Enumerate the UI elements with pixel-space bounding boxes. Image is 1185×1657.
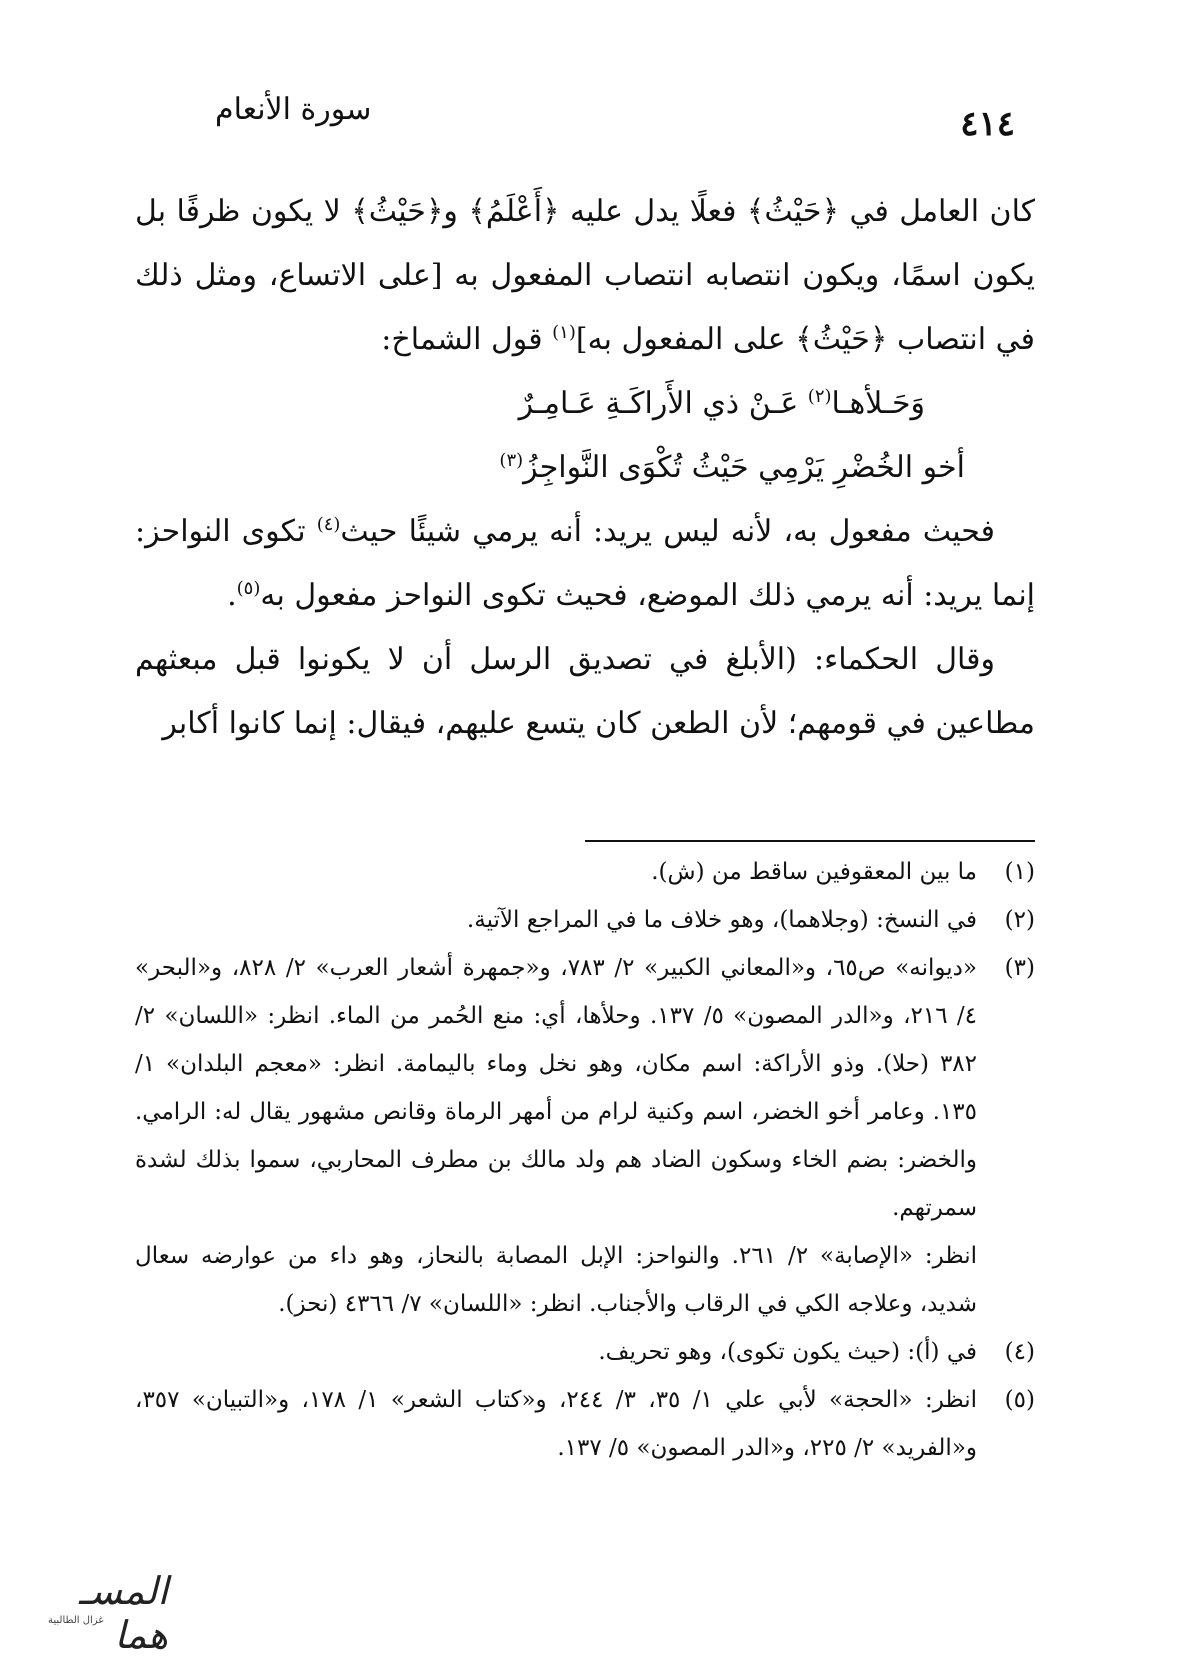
paragraph-2	[135, 500, 1035, 628]
footnote-number: (٢)	[1004, 907, 1035, 933]
footnote-body	[135, 848, 977, 896]
footnotes	[135, 848, 1035, 1472]
footnote-ref-5: (٥)	[236, 578, 261, 599]
watermark-main-text: المسـ هما	[78, 1569, 168, 1657]
verse-line-1	[135, 372, 1035, 436]
footnote-number: (١)	[1004, 859, 1035, 885]
footnote-number: (٤)	[1004, 1339, 1035, 1365]
running-header	[130, 82, 1025, 142]
footnote-body	[135, 1376, 977, 1472]
footnote-4	[135, 1328, 1035, 1376]
footnote-1	[135, 848, 1035, 896]
main-text	[135, 180, 1035, 756]
footnote-text: ما بين المعقوفين ساقط من (ش).	[651, 859, 977, 885]
footnote-divider	[585, 840, 1035, 842]
footnote-text: انظر: «الإصابة» ٢/ ٢٦١. والنواحز: الإبل المصابة بالنحاز، وهو داء من عوارضه سعال شديد، وعلاجه الكي في الرقاب والأجناب. انظر: «اللسان» ٧/ ٤٣٦٦ (نحز).	[135, 1243, 977, 1317]
verse-2-text: أخو الخُضْرِ يَرْمِي حَيْثُ تُكْوَى النَّواجِزُ	[523, 450, 965, 485]
surah-title: سورة الأنعام	[215, 92, 372, 127]
footnote-text: في النسخ: (وجلاهما)، وهو خلاف ما في المراجع الآتية.	[466, 907, 977, 933]
watermark-sub-text: غزال الطالبية	[48, 1615, 104, 1626]
footnote-ref-1: (١)	[552, 322, 576, 343]
paragraph-1-text: كان العامل في ﴿حَيْثُ﴾ فعلًا يدل عليه ﴿أَعْلَمُ﴾ و﴿حَيْثُ﴾ لا يكون ظرفًا بل يكون اسمًا، ويكون انتصابه انتصاب المفعول به [على الاتساع، ومثل ذلك في انتصاب ﴿حَيْثُ﴾ على المفعول به]	[135, 194, 1035, 357]
footnote-2	[135, 896, 1035, 944]
footnote-number: (٣)	[1004, 955, 1035, 981]
footnote-ref-2: (٢)	[807, 386, 832, 407]
footnote-body	[135, 944, 977, 1328]
verse-line-2	[135, 436, 1035, 500]
paragraph-2-first: فحيث مفعول به، لأنه ليس يريد: أنه يرمي شيئًا حيث	[340, 514, 995, 549]
watermark-logo	[18, 1565, 168, 1657]
paragraph-1	[135, 180, 1035, 372]
paragraph-2-second: تكوى النواحز: إنما يريد: أنه يرمي ذلك الموضع، فحيث تكوى النواحز مفعول به	[135, 514, 1035, 613]
verse-1-first: وَحَـلأهـا	[831, 386, 925, 421]
footnote-3	[135, 944, 1035, 1328]
footnote-text: انظر: «الحجة» لأبي علي ١/ ٣٥، ٣/ ٢٤٤، و«كتاب الشعر» ١/ ١٧٨، و«التبيان» ٣٥٧، و«الفريد» ٢/ ٢٢٥، و«الدر المصون» ٥/ ١٣٧.	[135, 1387, 978, 1461]
footnote-number: (٥)	[1004, 1387, 1035, 1413]
footnote-body	[135, 1328, 977, 1376]
footnote-ref-4: (٤)	[316, 514, 341, 535]
paragraph-1-end: قول الشماخ:	[381, 322, 553, 357]
footnote-5	[135, 1376, 1035, 1472]
paragraph-2-end: .	[227, 578, 237, 613]
verse-1-second: عَـنْ ذي الأَراكَـةِ عَـامِـرٌ	[518, 386, 808, 421]
footnote-text: «ديوانه» ص٦٥، و«المعاني الكبير» ٢/ ٧٨٣، و«جمهرة أشعار العرب» ٢/ ٨٢٨، و«البحر» ٤/ ٢١٦، و«الدر المصون» ٥/ ١٣٧. وحلأها، أي: منع الحُمر من الماء. انظر: «اللسان» ٢/ ٣٨٢ (حلا). وذو الأراكة: اسم مكان، وهو نخل وماء باليمامة. انظر: «معجم البلدان» ١/ ١٣٥. وعامر أخو الخضر، اسم وكنية لرام من أمهر الرماة وقانص مشهور يقال له: الرامي. والخضر: بضم الخاء وسكون الضاد هم ولد مالك بن مطرف المحاربي، سموا بذلك لشدة سمرتهم.	[135, 955, 978, 1221]
footnote-ref-3: (٣)	[499, 450, 524, 471]
footnote-text: في (أ): (حيث يكون تكوى)، وهو تحريف.	[598, 1339, 977, 1365]
paragraph-3: وقال الحكماء: (الأبلغ في تصديق الرسل أن لا يكونوا قبل مبعثهم مطاعين في قومهم؛ لأن الطعن كان يتسع عليهم، فيقال: إنما كانوا أكابر	[135, 642, 1035, 741]
footnote-body	[135, 896, 977, 944]
page-number: ٤١٤	[960, 104, 1015, 144]
